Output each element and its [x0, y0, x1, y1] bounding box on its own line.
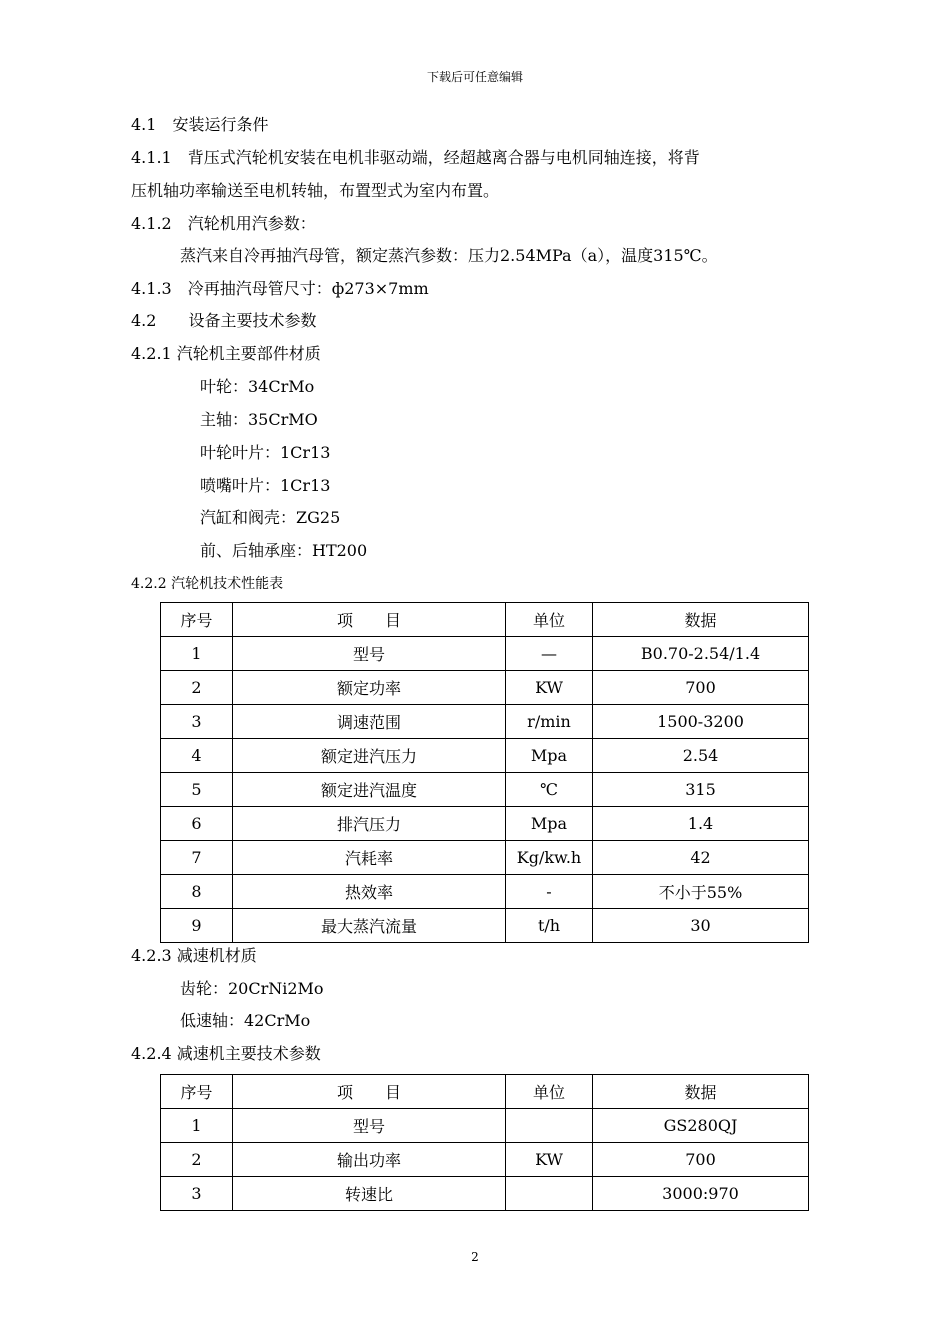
- table-row: [161, 637, 809, 671]
- table-cell: 30: [593, 909, 809, 943]
- table-cell: [506, 1109, 593, 1143]
- table-cell: 3: [161, 705, 233, 739]
- reducer-params-table: [160, 1074, 809, 1211]
- material-item: 喷嘴叶片：1Cr13: [200, 476, 331, 495]
- table-cell: —: [506, 637, 593, 671]
- table-row: [161, 1177, 809, 1211]
- table-cell: 3000:970: [593, 1177, 809, 1211]
- table-cell: [506, 1177, 593, 1211]
- table-cell: 9: [161, 909, 233, 943]
- header-cell: 单位: [506, 603, 593, 637]
- table-cell: 3: [161, 1177, 233, 1211]
- header-cell: 数据: [593, 603, 809, 637]
- table-cell: 1500-3200: [593, 705, 809, 739]
- table-row: [161, 807, 809, 841]
- table-cell: t/h: [506, 909, 593, 943]
- header-cell: 单位: [506, 1075, 593, 1109]
- steam-params: 蒸汽来自冷再抽汽母管，额定蒸汽参数：压力2.54MPa（a），温度315℃。: [180, 246, 718, 265]
- gear-material: 低速轴：42CrMo: [180, 1011, 311, 1030]
- table-cell: 额定进汽压力: [233, 739, 506, 773]
- table-row: [161, 841, 809, 875]
- table-cell: 700: [593, 1143, 809, 1177]
- table-cell: 1.4: [593, 807, 809, 841]
- table-row: [161, 739, 809, 773]
- table-row: [161, 773, 809, 807]
- table-cell: 不小于55%: [593, 875, 809, 909]
- table-cell: KW: [506, 1143, 593, 1177]
- table-row: [161, 705, 809, 739]
- turbine-performance-table: [160, 602, 809, 943]
- table-row: [161, 909, 809, 943]
- table-cell: 4: [161, 739, 233, 773]
- table-cell: 排汽压力: [233, 807, 506, 841]
- material-item: 汽缸和阀壳：ZG25: [200, 508, 341, 527]
- table-cell: 汽耗率: [233, 841, 506, 875]
- section-4-1-2: 4.1.2 汽轮机用汽参数：: [131, 214, 316, 233]
- page-number: 2: [471, 1250, 479, 1264]
- table-cell: 额定功率: [233, 671, 506, 705]
- table-cell: 输出功率: [233, 1143, 506, 1177]
- table-cell: Kg/kw.h: [506, 841, 593, 875]
- table-cell: 热效率: [233, 875, 506, 909]
- header-cell: 项 目: [233, 1075, 506, 1109]
- table-cell: Mpa: [506, 807, 593, 841]
- material-item: 前、后轴承座：HT200: [200, 541, 368, 560]
- table-row: [161, 1143, 809, 1177]
- material-item: 叶轮叶片：1Cr13: [200, 443, 331, 462]
- table-cell: 2.54: [593, 739, 809, 773]
- section-4-2-4: 4.2.4 减速机主要技术参数: [131, 1044, 321, 1063]
- table-cell: 2: [161, 1143, 233, 1177]
- table-row: [161, 671, 809, 705]
- material-item: 主轴：35CrMO: [200, 410, 318, 429]
- table-cell: 6: [161, 807, 233, 841]
- table-cell: 型号: [233, 637, 506, 671]
- page-header: 下载后可任意编辑: [426, 70, 523, 84]
- table-cell: ℃: [506, 773, 593, 807]
- header-cell: 项 目: [233, 603, 506, 637]
- table-cell: KW: [506, 671, 593, 705]
- table-cell: 2: [161, 671, 233, 705]
- table-cell: 1: [161, 1109, 233, 1143]
- table-cell: 8: [161, 875, 233, 909]
- table-cell: B0.70-2.54/1.4: [593, 637, 809, 671]
- table-cell: 5: [161, 773, 233, 807]
- section-4-2-3: 4.2.3 减速机材质: [131, 946, 257, 965]
- section-4-1-1-line2: 压机轴功率输送至电机转轴，布置型式为室内布置。: [131, 181, 500, 200]
- table-cell: 7: [161, 841, 233, 875]
- section-4-1-1-line1: 4.1.1 背压式汽轮机安装在电机非驱动端，经超越离合器与电机同轴连接，将背: [131, 148, 700, 167]
- table-cell: 额定进汽温度: [233, 773, 506, 807]
- table-cell: 型号: [233, 1109, 506, 1143]
- table-cell: 1: [161, 637, 233, 671]
- table-header-row: [161, 1075, 809, 1109]
- gear-material: 齿轮：20CrNi2Mo: [180, 979, 324, 998]
- header-cell: 序号: [161, 603, 233, 637]
- section-4-2: 4.2 设备主要技术参数: [131, 311, 317, 330]
- table-cell: 315: [593, 773, 809, 807]
- table-cell: 调速范围: [233, 705, 506, 739]
- section-4-2-2: 4.2.2 汽轮机技术性能表: [131, 576, 284, 592]
- material-item: 叶轮：34CrMo: [200, 377, 315, 396]
- table-cell: 42: [593, 841, 809, 875]
- table-cell: Mpa: [506, 739, 593, 773]
- header-cell: 数据: [593, 1075, 809, 1109]
- header-cell: 序号: [161, 1075, 233, 1109]
- table-row: [161, 875, 809, 909]
- table-cell: 700: [593, 671, 809, 705]
- section-4-2-1: 4.2.1 汽轮机主要部件材质: [131, 344, 321, 363]
- table-cell: -: [506, 875, 593, 909]
- table-header-row: [161, 603, 809, 637]
- table-cell: 转速比: [233, 1177, 506, 1211]
- table-row: [161, 1109, 809, 1143]
- table-cell: GS280QJ: [593, 1109, 809, 1143]
- table-cell: r/min: [506, 705, 593, 739]
- section-4-1: 4.1 安装运行条件: [131, 115, 269, 134]
- section-4-1-3: 4.1.3 冷再抽汽母管尺寸：ф273×7mm: [131, 279, 429, 298]
- table-cell: 最大蒸汽流量: [233, 909, 506, 943]
